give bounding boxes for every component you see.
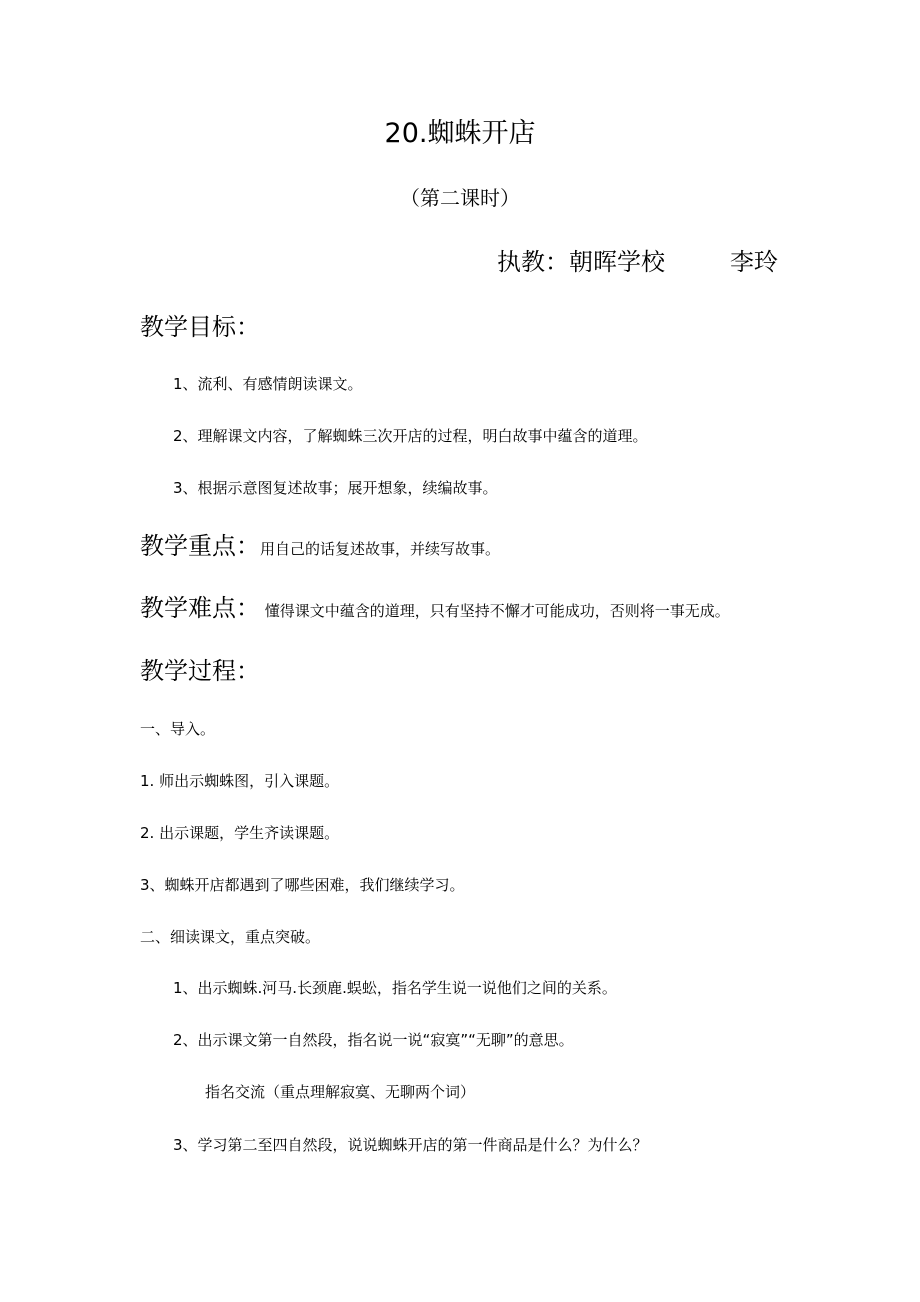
objective-item-3: 3、根据示意图复述故事；展开想象，续编故事。	[173, 479, 498, 497]
teacher-school: 执教：朝晖学校	[497, 248, 665, 276]
key-points-text: 用自己的话复述故事，并续写故事。	[260, 540, 501, 558]
section-1-item-2: 2. 出示课题，学生齐读课题。	[140, 824, 340, 842]
section-1-item-1: 1. 师出示蜘蛛图，引入课题。	[140, 772, 340, 790]
process-heading: 教学过程：	[140, 657, 260, 685]
section-2-item-3: 3、学习第二至四自然段，说说蜘蛛开店的第一件商品是什么？为什么？	[173, 1136, 648, 1154]
objective-item-2: 2、理解课文内容，了解蜘蛛三次开店的过程，明白故事中蕴含的道理。	[173, 427, 648, 445]
key-points	[140, 532, 500, 561]
section-2-item-2: 2、出示课文第一自然段，指名说一说“寂寞”“无聊”的意思。	[173, 1031, 574, 1049]
teacher-name: 李玲	[730, 248, 778, 276]
section-2-item-1: 1、出示蜘蛛.河马.长颈鹿.蜈蚣，指名学生说一说他们之间的关系。	[173, 979, 617, 997]
section-2-note: 指名交流（重点理解寂寞、无聊两个词）	[205, 1083, 476, 1101]
difficult-points-heading: 教学难点：	[140, 594, 260, 622]
section-1-title: 一、导入。	[140, 720, 216, 738]
lesson-period: （第二课时）	[400, 186, 520, 210]
difficult-points-text: 懂得课文中蕴含的道理，只有坚持不懈才可能成功，否则将一事无成。	[260, 602, 730, 620]
objectives-heading: 教学目标：	[140, 313, 260, 341]
section-2-title: 二、细读课文，重点突破。	[140, 928, 321, 946]
key-points-heading: 教学重点：	[140, 532, 260, 560]
section-1-item-3: 3、蜘蛛开店都遇到了哪些困难，我们继续学习。	[140, 876, 465, 894]
document-title: 20.蜘蛛开店	[384, 118, 536, 149]
objective-item-1: 1、流利、有感情朗读课文。	[173, 375, 363, 393]
difficult-points	[140, 594, 730, 623]
